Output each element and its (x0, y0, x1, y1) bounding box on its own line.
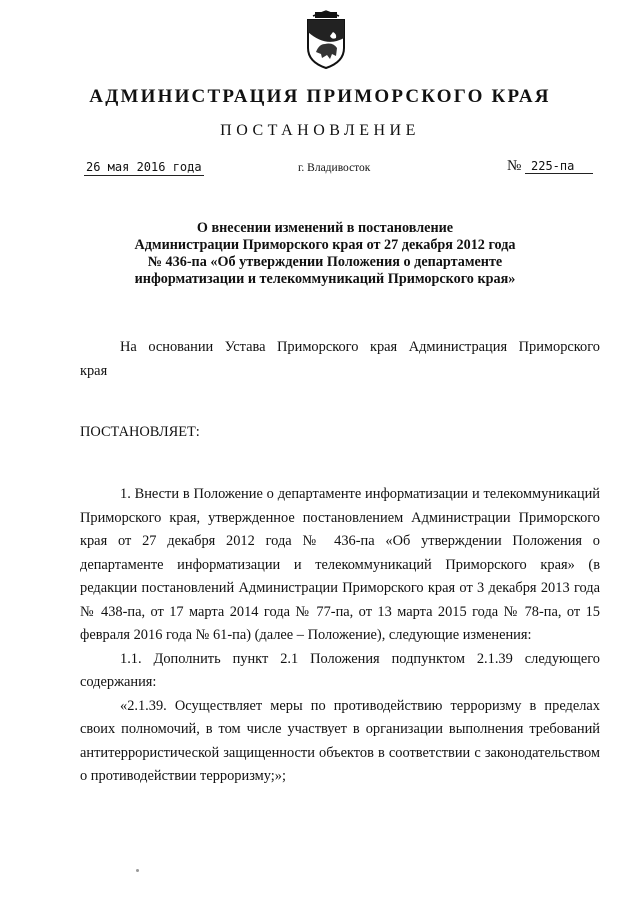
title-line: О внесении изменений в постановление (196, 220, 454, 236)
item-1-1: 1.1. Дополнить пункт 2.1 Положения подпунктом 2.1.39 следующего содержания: (80, 650, 600, 690)
coat-of-arms-icon (303, 8, 349, 70)
title-line: № 436-па «Об утверждении Положения о департаменте (147, 254, 503, 270)
document-title (70, 220, 580, 288)
item-1: 1. Внести в Положение о департаменте информатизации и телекоммуникаций Приморского края, утвержденное постановлением Администрации Приморского края от 27 декабря 2012 года № 436-па «Об утверждении Положения о департаменте информатизации и телекоммуникаций Приморского края» (в редакции постановлений Администрации Приморского края от 3 декабря 2013 года № 438-па, от 17 марта 2014 года № 77-па, от 13 марта 2015 года № 78-па, от 15 февраля 2016 года № 61-па) (далее – Положение), следующие изменения: (80, 486, 600, 643)
organization-name: АДМИНИСТРАЦИЯ ПРИМОРСКОГО КРАЯ (89, 86, 551, 107)
document-type: ПОСТАНОВЛЕНИЕ (220, 122, 420, 139)
document-city: г. Владивосток (298, 162, 371, 174)
resolution-body (80, 483, 600, 789)
document-date: 26 мая 2016 года (86, 160, 202, 174)
basis-line: края (80, 362, 108, 379)
number-prefix: № (506, 158, 522, 174)
basis-line: На основании Устава Приморского края Администрация Приморского (120, 339, 600, 355)
title-line: Администрации Приморского края от 27 декабря 2012 года (134, 237, 516, 253)
number-value: 225-па (525, 159, 593, 174)
document-number (507, 158, 593, 175)
basis-paragraph (80, 336, 600, 383)
resolves-heading: ПОСТАНОВЛЯЕТ: (80, 424, 200, 440)
item-2-1-39-quote: «2.1.39. Осуществляет меры по противодействию терроризму в пределах своих полномочий, в том числе участвует в организации выполнения требований антитеррористической защищенности объектов в соответствии с законодательством о противодействии терроризму;»; (80, 697, 600, 784)
scan-speck (136, 869, 139, 872)
title-line: информатизации и телекоммуникаций Приморского края» (134, 271, 516, 287)
